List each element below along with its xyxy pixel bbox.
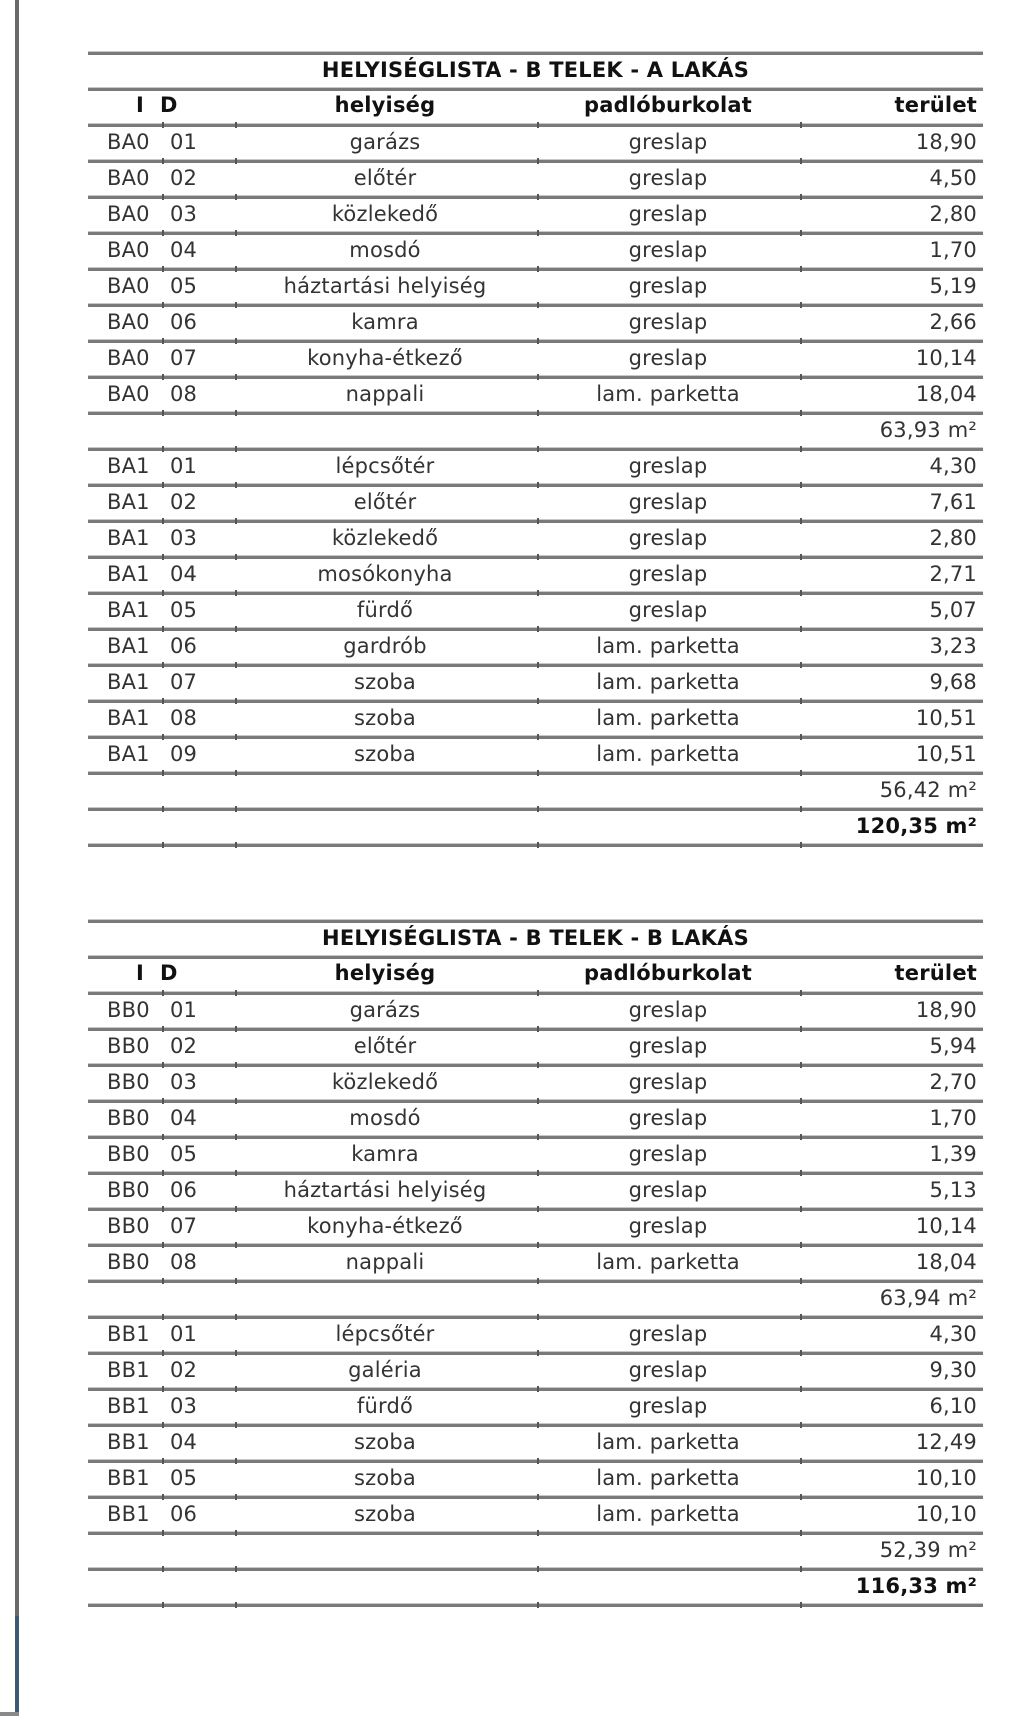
total-row bbox=[88, 810, 983, 842]
room-name: mosdó bbox=[349, 238, 421, 262]
table-rule bbox=[88, 843, 983, 847]
header-flooring: padlóburkolat bbox=[583, 961, 753, 985]
room-flooring: greslap bbox=[628, 562, 708, 586]
table-row bbox=[88, 162, 983, 194]
room-id: BB0 bbox=[107, 1070, 150, 1094]
room-name: fürdő bbox=[356, 598, 414, 622]
table-rule bbox=[88, 1603, 983, 1607]
room-number: 04 bbox=[170, 562, 198, 586]
column-tick bbox=[800, 1602, 802, 1608]
room-flooring: greslap bbox=[628, 130, 708, 154]
room-flooring: lam. parketta bbox=[596, 742, 740, 766]
table-row bbox=[88, 666, 983, 698]
room-id: BA1 bbox=[107, 634, 150, 658]
room-area: 18,90 bbox=[915, 998, 977, 1022]
room-id: BB0 bbox=[107, 998, 150, 1022]
table-header-row bbox=[88, 957, 983, 989]
room-number: 03 bbox=[170, 1070, 198, 1094]
room-number: 03 bbox=[170, 202, 198, 226]
table-row bbox=[88, 702, 983, 734]
room-number: 03 bbox=[170, 526, 198, 550]
room-name: előtér bbox=[353, 1034, 417, 1058]
room-number: 01 bbox=[170, 130, 198, 154]
room-area: 9,30 bbox=[929, 1358, 977, 1382]
table-row bbox=[88, 1174, 983, 1206]
room-name: lépcsőtér bbox=[335, 454, 435, 478]
room-number: 04 bbox=[170, 1106, 198, 1130]
room-area: 5,19 bbox=[929, 274, 977, 298]
subtotal-row bbox=[88, 774, 983, 806]
room-name: nappali bbox=[345, 1250, 425, 1274]
room-id: BB1 bbox=[107, 1430, 150, 1454]
room-area: 7,61 bbox=[929, 490, 977, 514]
room-id: BB1 bbox=[107, 1322, 150, 1346]
table-row bbox=[88, 994, 983, 1026]
room-area: 4,30 bbox=[929, 454, 977, 478]
room-flooring: greslap bbox=[628, 598, 708, 622]
room-name: előtér bbox=[353, 166, 417, 190]
room-id: BA1 bbox=[107, 562, 150, 586]
room-name: szoba bbox=[353, 1430, 416, 1454]
subtotal-row bbox=[88, 414, 983, 446]
room-number: 02 bbox=[170, 166, 198, 190]
room-id: BA1 bbox=[107, 454, 150, 478]
room-flooring: greslap bbox=[628, 238, 708, 262]
room-name: szoba bbox=[353, 1502, 416, 1526]
room-id: BA0 bbox=[107, 166, 150, 190]
room-name: szoba bbox=[353, 706, 416, 730]
table-row bbox=[88, 378, 983, 410]
room-name: konyha-étkező bbox=[307, 1214, 463, 1238]
room-flooring: lam. parketta bbox=[596, 382, 740, 406]
room-id: BB1 bbox=[107, 1394, 150, 1418]
room-flooring: greslap bbox=[628, 454, 708, 478]
column-tick bbox=[235, 842, 237, 848]
room-flooring: lam. parketta bbox=[596, 670, 740, 694]
room-area: 2,80 bbox=[929, 202, 977, 226]
room-id: BA0 bbox=[107, 238, 150, 262]
table-row bbox=[88, 342, 983, 374]
room-id: BA1 bbox=[107, 490, 150, 514]
header-area: terület bbox=[894, 93, 977, 117]
room-number: 08 bbox=[170, 382, 198, 406]
room-area: 10,51 bbox=[915, 706, 977, 730]
room-id: BB0 bbox=[107, 1250, 150, 1274]
room-name: háztartási helyiség bbox=[283, 1178, 487, 1202]
table-row bbox=[88, 486, 983, 518]
room-id: BA1 bbox=[107, 526, 150, 550]
room-id: BB0 bbox=[107, 1106, 150, 1130]
room-area: 5,94 bbox=[929, 1034, 977, 1058]
room-area: 10,14 bbox=[915, 1214, 977, 1238]
room-number: 01 bbox=[170, 998, 198, 1022]
table-row bbox=[88, 126, 983, 158]
room-name: előtér bbox=[353, 490, 417, 514]
room-flooring: greslap bbox=[628, 1142, 708, 1166]
room-id: BB0 bbox=[107, 1178, 150, 1202]
room-area: 9,68 bbox=[929, 670, 977, 694]
room-flooring: greslap bbox=[628, 166, 708, 190]
room-area: 2,66 bbox=[929, 310, 977, 334]
subtotal-area: 63,93 m² bbox=[879, 418, 977, 442]
room-name: kamra bbox=[351, 310, 419, 334]
subtotal-area: 63,94 m² bbox=[879, 1286, 977, 1310]
table-row bbox=[88, 1354, 983, 1386]
subtotal-row bbox=[88, 1282, 983, 1314]
room-area: 1,39 bbox=[929, 1142, 977, 1166]
room-id: BB1 bbox=[107, 1466, 150, 1490]
table-row bbox=[88, 558, 983, 590]
room-area: 1,70 bbox=[929, 238, 977, 262]
table-title: HELYISÉGLISTA - B TELEK - A LAKÁS bbox=[321, 58, 750, 82]
room-flooring: greslap bbox=[628, 526, 708, 550]
column-tick bbox=[235, 1602, 237, 1608]
table-row bbox=[88, 1318, 983, 1350]
table-row bbox=[88, 594, 983, 626]
room-id: BA1 bbox=[107, 598, 150, 622]
table-row bbox=[88, 1030, 983, 1062]
room-name: szoba bbox=[353, 1466, 416, 1490]
room-flooring: greslap bbox=[628, 310, 708, 334]
room-id: BA0 bbox=[107, 382, 150, 406]
room-number: 05 bbox=[170, 1466, 198, 1490]
room-name: közlekedő bbox=[331, 1070, 439, 1094]
room-flooring: greslap bbox=[628, 1034, 708, 1058]
room-id: BB1 bbox=[107, 1358, 150, 1382]
room-name: nappali bbox=[345, 382, 425, 406]
room-flooring: greslap bbox=[628, 1178, 708, 1202]
table-row bbox=[88, 1498, 983, 1530]
room-number: 02 bbox=[170, 1034, 198, 1058]
column-tick bbox=[162, 842, 164, 848]
column-tick bbox=[800, 842, 802, 848]
subtotal-area: 56,42 m² bbox=[879, 778, 977, 802]
table-title-row bbox=[88, 922, 983, 954]
room-flooring: greslap bbox=[628, 1070, 708, 1094]
room-number: 06 bbox=[170, 634, 198, 658]
room-number: 06 bbox=[170, 1502, 198, 1526]
room-number: 05 bbox=[170, 1142, 198, 1166]
room-number: 04 bbox=[170, 238, 198, 262]
room-name: lépcsőtér bbox=[335, 1322, 435, 1346]
room-area: 18,90 bbox=[915, 130, 977, 154]
page-left-border-accent bbox=[15, 1616, 19, 1716]
room-flooring: lam. parketta bbox=[596, 1466, 740, 1490]
room-name: szoba bbox=[353, 670, 416, 694]
room-area: 18,04 bbox=[915, 1250, 977, 1274]
room-flooring: lam. parketta bbox=[596, 1502, 740, 1526]
room-id: BA1 bbox=[107, 706, 150, 730]
room-id: BA1 bbox=[107, 742, 150, 766]
header-id-b: D bbox=[160, 93, 178, 117]
subtotal-row bbox=[88, 1534, 983, 1566]
table-row bbox=[88, 1462, 983, 1494]
room-flooring: greslap bbox=[628, 1214, 708, 1238]
room-flooring: greslap bbox=[628, 490, 708, 514]
table-row bbox=[88, 1138, 983, 1170]
room-number: 04 bbox=[170, 1430, 198, 1454]
room-id: BA0 bbox=[107, 274, 150, 298]
room-name: közlekedő bbox=[331, 202, 439, 226]
table-row bbox=[88, 630, 983, 662]
room-number: 03 bbox=[170, 1394, 198, 1418]
room-number: 02 bbox=[170, 490, 198, 514]
table-row bbox=[88, 1390, 983, 1422]
room-name: mosókonyha bbox=[317, 562, 453, 586]
header-id-a: I bbox=[136, 961, 145, 985]
column-tick bbox=[162, 1602, 164, 1608]
room-name: fürdő bbox=[356, 1394, 414, 1418]
table-row bbox=[88, 1210, 983, 1242]
room-id: BB0 bbox=[107, 1214, 150, 1238]
column-tick bbox=[537, 842, 539, 848]
room-area: 1,70 bbox=[929, 1106, 977, 1130]
room-name: háztartási helyiség bbox=[283, 274, 487, 298]
room-flooring: greslap bbox=[628, 998, 708, 1022]
room-flooring: greslap bbox=[628, 202, 708, 226]
room-number: 01 bbox=[170, 1322, 198, 1346]
room-number: 07 bbox=[170, 670, 198, 694]
room-area: 2,70 bbox=[929, 1070, 977, 1094]
room-area: 3,23 bbox=[929, 634, 977, 658]
room-area: 10,10 bbox=[915, 1466, 977, 1490]
header-area: terület bbox=[894, 961, 977, 985]
room-name: garázs bbox=[349, 998, 421, 1022]
header-room: helyiség bbox=[334, 93, 436, 117]
room-name: szoba bbox=[353, 742, 416, 766]
room-number: 07 bbox=[170, 346, 198, 370]
room-number: 06 bbox=[170, 1178, 198, 1202]
room-area: 10,51 bbox=[915, 742, 977, 766]
room-number: 05 bbox=[170, 598, 198, 622]
header-flooring: padlóburkolat bbox=[583, 93, 753, 117]
header-id-b: D bbox=[160, 961, 178, 985]
room-number: 08 bbox=[170, 1250, 198, 1274]
room-id: BB0 bbox=[107, 1034, 150, 1058]
room-number: 08 bbox=[170, 706, 198, 730]
room-flooring: lam. parketta bbox=[596, 1430, 740, 1454]
room-flooring: greslap bbox=[628, 1106, 708, 1130]
room-id: BA1 bbox=[107, 670, 150, 694]
room-id: BA0 bbox=[107, 202, 150, 226]
table-title-row bbox=[88, 54, 983, 86]
room-number: 06 bbox=[170, 310, 198, 334]
room-flooring: greslap bbox=[628, 1358, 708, 1382]
room-name: kamra bbox=[351, 1142, 419, 1166]
room-area: 4,50 bbox=[929, 166, 977, 190]
subtotal-area: 52,39 m² bbox=[879, 1538, 977, 1562]
table-title: HELYISÉGLISTA - B TELEK - B LAKÁS bbox=[322, 926, 749, 950]
room-id: BB1 bbox=[107, 1502, 150, 1526]
room-number: 02 bbox=[170, 1358, 198, 1382]
room-area: 4,30 bbox=[929, 1322, 977, 1346]
room-number: 05 bbox=[170, 274, 198, 298]
room-area: 5,07 bbox=[929, 598, 977, 622]
table-row bbox=[88, 738, 983, 770]
room-id: BA0 bbox=[107, 130, 150, 154]
room-area: 10,14 bbox=[915, 346, 977, 370]
room-area: 2,71 bbox=[929, 562, 977, 586]
room-id: BA0 bbox=[107, 310, 150, 334]
room-flooring: lam. parketta bbox=[596, 1250, 740, 1274]
room-area: 6,10 bbox=[929, 1394, 977, 1418]
room-id: BA0 bbox=[107, 346, 150, 370]
column-tick bbox=[537, 1602, 539, 1608]
table-header-row bbox=[88, 89, 983, 121]
room-id: BB0 bbox=[107, 1142, 150, 1166]
room-name: mosdó bbox=[349, 1106, 421, 1130]
header-id-a: I bbox=[136, 93, 145, 117]
total-area: 120,35 m² bbox=[855, 814, 977, 838]
room-name: galéria bbox=[348, 1358, 422, 1382]
room-number: 07 bbox=[170, 1214, 198, 1238]
room-flooring: greslap bbox=[628, 346, 708, 370]
table-row bbox=[88, 1102, 983, 1134]
table-row bbox=[88, 198, 983, 230]
table-row bbox=[88, 1066, 983, 1098]
header-room: helyiség bbox=[334, 961, 436, 985]
room-flooring: lam. parketta bbox=[596, 634, 740, 658]
room-flooring: greslap bbox=[628, 1394, 708, 1418]
room-name: gardrób bbox=[343, 634, 427, 658]
table-row bbox=[88, 522, 983, 554]
table-row bbox=[88, 1426, 983, 1458]
page-left-border bbox=[15, 0, 19, 1716]
room-area: 10,10 bbox=[915, 1502, 977, 1526]
room-number: 01 bbox=[170, 454, 198, 478]
room-flooring: lam. parketta bbox=[596, 706, 740, 730]
total-area: 116,33 m² bbox=[855, 1574, 977, 1598]
table-row bbox=[88, 270, 983, 302]
room-flooring: greslap bbox=[628, 1322, 708, 1346]
room-name: konyha-étkező bbox=[307, 346, 463, 370]
table-row bbox=[88, 450, 983, 482]
table-row bbox=[88, 1246, 983, 1278]
room-name: garázs bbox=[349, 130, 421, 154]
room-number: 09 bbox=[170, 742, 198, 766]
room-name: közlekedő bbox=[331, 526, 439, 550]
room-flooring: greslap bbox=[628, 274, 708, 298]
room-area: 5,13 bbox=[929, 1178, 977, 1202]
room-area: 2,80 bbox=[929, 526, 977, 550]
table-row bbox=[88, 306, 983, 338]
page-bottom-border bbox=[0, 1712, 19, 1716]
table-row bbox=[88, 234, 983, 266]
total-row bbox=[88, 1570, 983, 1602]
room-area: 18,04 bbox=[915, 382, 977, 406]
room-area: 12,49 bbox=[915, 1430, 977, 1454]
